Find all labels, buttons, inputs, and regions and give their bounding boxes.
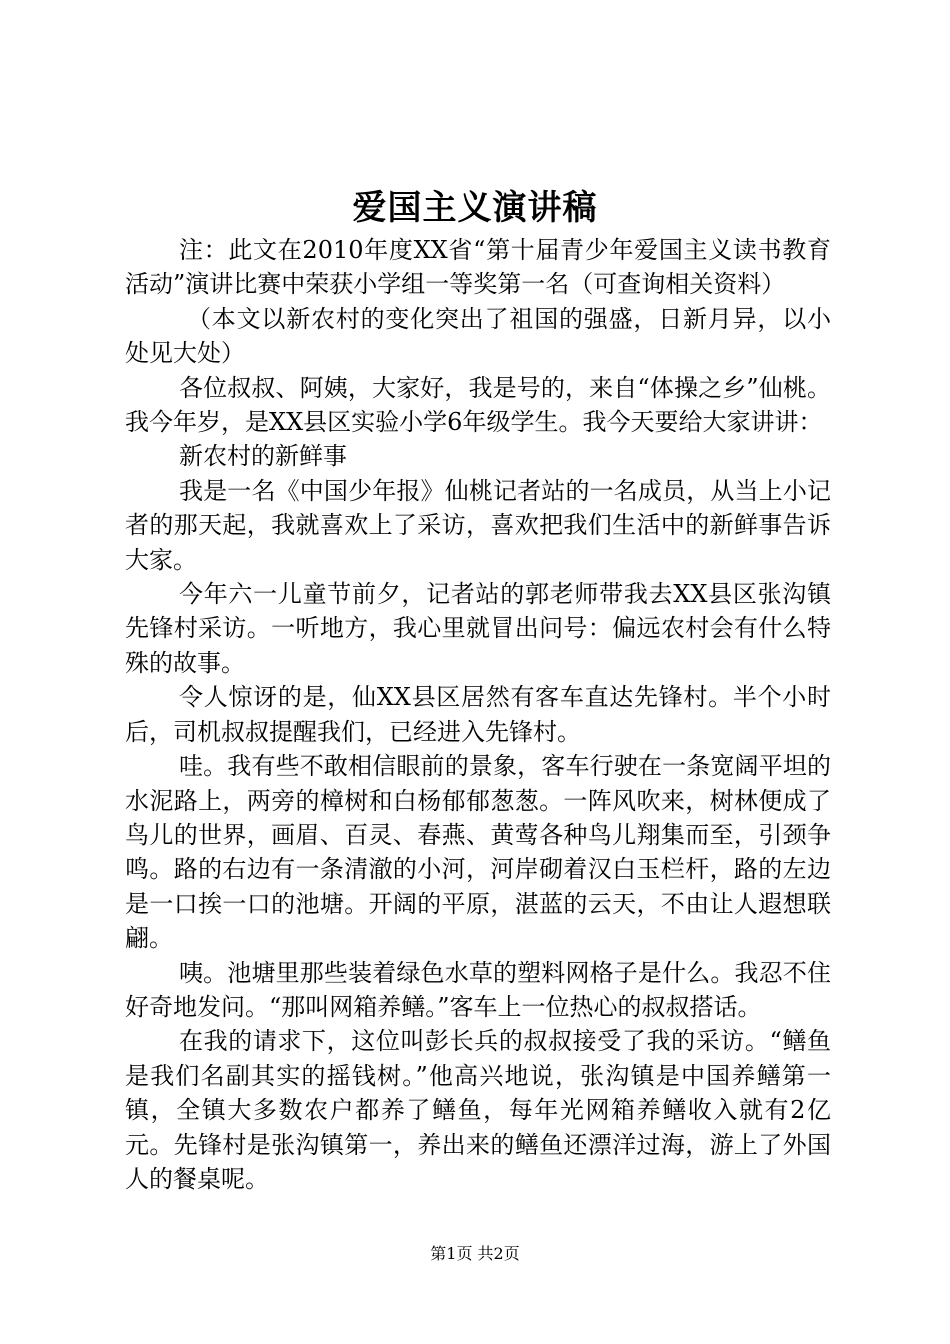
paragraph-greeting: 各位叔叔、阿姨，大家好，我是号的，来自“体操之乡”仙桃。我今年岁，是XX县区实验小学6年级学生。我今天要给大家讲讲： xyxy=(125,373,831,437)
paragraph-bus: 令人惊讶的是，仙XX县区居然有客车直达先锋村。半个小时后，司机叔叔提醒我们，已经进入先锋村。 xyxy=(125,683,831,746)
paragraph-ponds: 咦。池塘里那些装着绿色水草的塑料网格子是什么。我忍不住好奇地发问。“那叫网箱养鳝。”客车上一位热心的叔叔搭话。 xyxy=(125,958,831,1021)
paragraph-note: 注：此文在2010年度XX省“第十届青少年爱国主义读书教育活动”演讲比赛中荣获小学组一等奖第一名（可查询相关资料） xyxy=(125,236,831,299)
speech-subtitle: 新农村的新鲜事 xyxy=(179,442,347,471)
paragraph-trip: 今年六一儿童节前夕，记者站的郭老师带我去XX县区张沟镇先锋村采访。一听地方，我心里就冒出问号：偏远农村会有什么特殊的故事。 xyxy=(125,580,831,677)
paragraph-summary: （本文以新农村的变化突出了祖国的强盛，日新月异，以小处见大处） xyxy=(125,304,831,368)
page-footer: 第1页 共2页 xyxy=(430,1244,520,1263)
paragraph-scenery: 哇。我有些不敢相信眼前的景象，客车行驶在一条宽阔平坦的水泥路上，两旁的樟树和白杨郁郁葱葱。一阵风吹来，树林便成了鸟儿的世界，画眉、百灵、春燕、黄莺各种鸟儿翔集而至，引颈争鸣。路的右边有一条清澈的小河，河岸砌着汉白玉栏杆，路的左边是一口挨一口的池塘。开阔的平原，湛蓝的云天，不由让人遐想联翩。 xyxy=(125,752,831,953)
paragraph-reporter: 我是一名《中国少年报》仙桃记者站的一名成员，从当上小记者的那天起，我就喜欢上了采访，喜欢把我们生活中的新鲜事告诉大家。 xyxy=(125,476,831,574)
document-body xyxy=(125,233,831,1196)
document-title: 爱国主义演讲稿 xyxy=(352,188,598,228)
paragraph-interview: 在我的请求下，这位叫彭长兵的叔叔接受了我的采访。“鳝鱼是我们名副其实的摇钱树。”他高兴地说，张沟镇是中国养鳝第一镇，全镇大多数农户都养了鳝鱼，每年光网箱养鳝收入就有2亿元。先锋村是张沟镇第一，养出来的鳝鱼还漂洋过海，游上了外国人的餐桌呢。 xyxy=(125,1027,831,1193)
